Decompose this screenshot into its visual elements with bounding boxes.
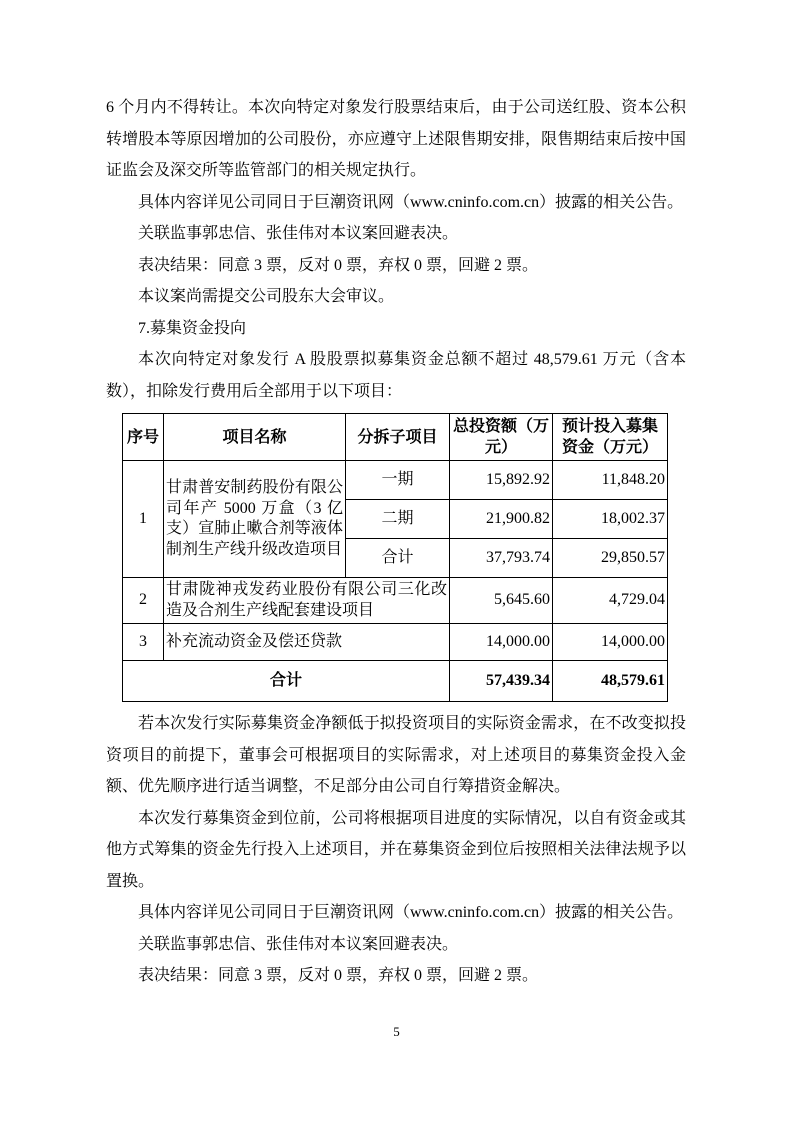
project2-total: 5,645.60: [450, 578, 553, 624]
table-header-row: [123, 414, 668, 461]
project2-name: 甘肃陇神戎发药业股份有限公司三化改造及合剂生产线配套建设项目: [164, 578, 450, 624]
col-header-project-name: 项目名称: [164, 414, 346, 461]
paragraph-advance-funding: 本次发行募集资金到位前，公司将根据项目进度的实际情况，以自有资金或其他方式筹集的资金先行投入上述项目，并在募集资金到位后按照相关法律法规予以置换。: [106, 809, 686, 890]
paragraph-vote-result-1: 表决结果：同意 3 票，反对 0 票，弃权 0 票，回避 2 票。: [138, 256, 539, 274]
paragraph-vote-result-2: 表决结果：同意 3 票，反对 0 票，弃权 0 票，回避 2 票。: [138, 967, 539, 984]
page-content: [106, 92, 686, 992]
project1-subtotal-total: 37,793.74: [450, 539, 553, 578]
table-row-grand-total: [123, 661, 668, 702]
project3-no: 3: [123, 624, 164, 661]
project1-no: 1: [123, 461, 164, 578]
paragraph-fundraising-amount: 本次向特定对象发行 A 股股票拟募集资金总额不超过 48,579.61 万元（含本数），扣除发行费用后全部用于以下项目：: [106, 351, 686, 400]
project3-name: 补充流动资金及偿还贷款: [164, 624, 450, 661]
paragraph-abstain-supervisors-1: 关联监事郭忠信、张佳伟对本议案回避表决。: [138, 225, 459, 242]
project1-phase2-total: 21,900.82: [450, 500, 553, 539]
paragraph-shareholder-meeting: 本议案尚需提交公司股东大会审议。: [138, 288, 395, 305]
fundraising-projects-table: [122, 413, 668, 702]
project1-subtotal-label: 合计: [346, 539, 450, 578]
paragraph-lockup-continuation: 6 个月内不得转让。本次向特定对象发行股票结束后，由于公司送红股、资本公积转增股本等原因增加的公司股份，亦应遵守上述限售期安排，限售期结束后按中国证监会及深交所等监管部门的相关规定执行。: [106, 99, 686, 179]
paragraph-disclosure-2: 具体内容详见公司同日于巨潮资讯网（www.cninfo.com.cn）披露的相关公告。: [138, 904, 684, 921]
col-header-no: 序号: [123, 414, 164, 461]
project3-total: 14,000.00: [450, 624, 553, 661]
paragraph-disclosure-1: 具体内容详见公司同日于巨潮资讯网（www.cninfo.com.cn）披露的相关公告。: [138, 193, 684, 211]
project3-raised: 14,000.00: [553, 624, 668, 661]
table-row-project1-phase1: [123, 461, 668, 500]
col-header-phase: 分拆子项目: [346, 414, 450, 461]
grand-total-label: 合计: [123, 661, 450, 702]
col-header-raised-funds: 预计投入募集资金（万元）: [553, 414, 668, 461]
table-row-project3: [123, 624, 668, 661]
project1-phase2-raised: 18,002.37: [553, 500, 668, 539]
project2-no: 2: [123, 578, 164, 624]
project1-subtotal-raised: 29,850.57: [553, 539, 668, 578]
section-heading-fund-use: 7.募集资金投向: [138, 319, 247, 337]
project1-phase1-total: 15,892.92: [450, 461, 553, 500]
grand-total-total: 57,439.34: [450, 661, 553, 702]
project1-phase1-raised: 11,848.20: [553, 461, 668, 500]
project1-name: 甘肃普安制药股份有限公司年产 5000 万盒（3 亿支）宣肺止嗽合剂等液体制剂生产线升级改造项目: [164, 461, 346, 578]
project1-phase2-label: 二期: [346, 500, 450, 539]
paragraph-shortfall-adjustment: 若本次发行实际募集资金净额低于拟投资项目的实际资金需求，在不改变拟投资项目的前提下，董事会可根据项目的实际需求，对上述项目的募集资金投入金额、优先顺序进行适当调整，不足部分由公司自行筹措资金解决。: [106, 715, 686, 795]
paragraph-abstain-supervisors-2: 关联监事郭忠信、张佳伟对本议案回避表决。: [138, 935, 459, 953]
grand-total-raised: 48,579.61: [553, 661, 668, 702]
page-number: 5: [393, 1024, 400, 1039]
table-row-project2: [123, 578, 668, 624]
project1-phase1-label: 一期: [346, 461, 450, 500]
project2-raised: 4,729.04: [553, 578, 668, 624]
col-header-total-investment: 总投资额（万元）: [450, 414, 553, 461]
